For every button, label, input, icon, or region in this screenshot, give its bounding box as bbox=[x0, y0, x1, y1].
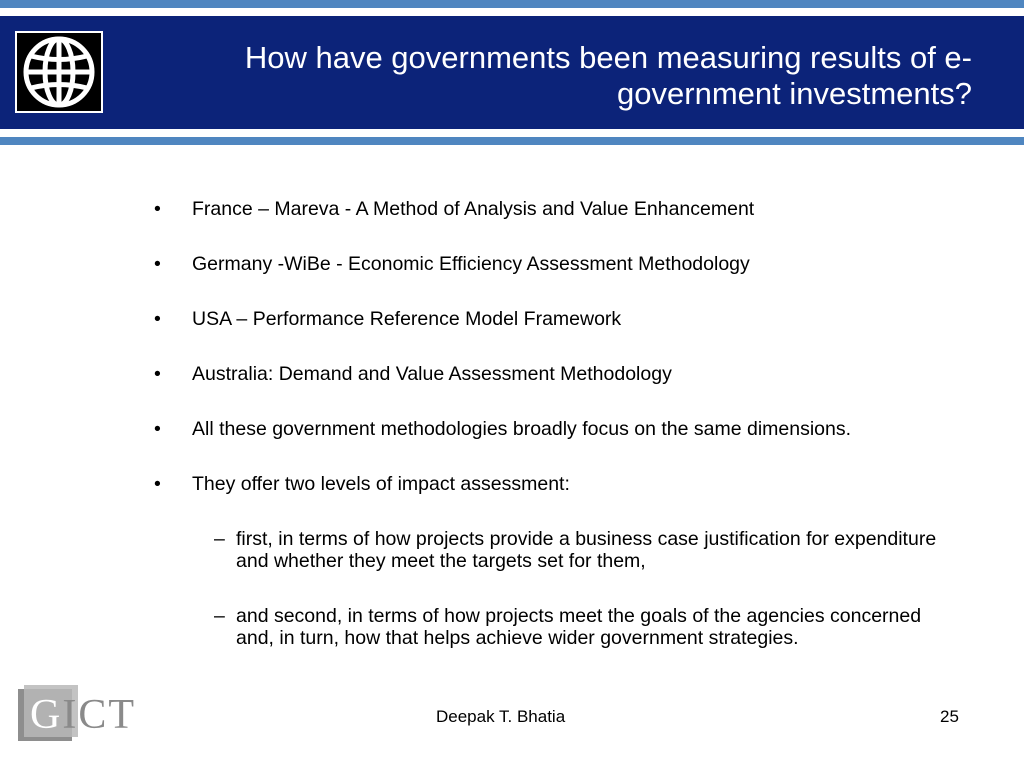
top-accent-stripe bbox=[0, 0, 1024, 8]
bullet-item bbox=[150, 308, 940, 330]
globe-icon bbox=[22, 35, 96, 109]
bullet-list bbox=[150, 198, 940, 682]
sub-bullet-item bbox=[192, 528, 940, 572]
gict-logo-text: GICT bbox=[30, 692, 136, 738]
header-accent-rule bbox=[0, 137, 1024, 145]
bullet-text: Germany -WiBe - Economic Efficiency Assessment Methodology bbox=[192, 253, 750, 275]
gict-logo bbox=[16, 683, 156, 745]
page-number: 25 bbox=[940, 707, 959, 726]
bullet-dot: • bbox=[154, 473, 161, 495]
bullet-text: USA – Performance Reference Model Framework bbox=[192, 308, 622, 330]
bullet-text: Australia: Demand and Value Assessment Methodology bbox=[192, 363, 672, 385]
sub-bullet-dash: – bbox=[214, 605, 225, 627]
bullet-item bbox=[150, 473, 940, 649]
sub-bullet-list bbox=[192, 528, 940, 649]
bullet-dot: • bbox=[154, 253, 161, 275]
sub-bullet-item bbox=[192, 605, 940, 649]
sub-bullet-text: and second, in terms of how projects meet the goals of the agencies concerned and, in turn, how that helps achieve wider government strategies. bbox=[236, 605, 922, 649]
bullet-dot: • bbox=[154, 198, 161, 220]
world-bank-logo bbox=[15, 31, 103, 113]
bullet-dot: • bbox=[154, 308, 161, 330]
bullet-text: They offer two levels of impact assessment: bbox=[192, 473, 570, 495]
bullet-item bbox=[150, 363, 940, 385]
bullet-item bbox=[150, 198, 940, 220]
bullet-item bbox=[150, 418, 940, 440]
bullet-dot: • bbox=[154, 418, 161, 440]
bullet-text: All these government methodologies broadly focus on the same dimensions. bbox=[192, 418, 852, 440]
bullet-item bbox=[150, 253, 940, 275]
slide-title: How have governments been measuring results of e-government investments? bbox=[244, 40, 972, 111]
bullet-text: France – Mareva - A Method of Analysis and Value Enhancement bbox=[192, 198, 755, 220]
footer-author: Deepak T. Bhatia bbox=[436, 707, 566, 726]
bullet-dot: • bbox=[154, 363, 161, 385]
sub-bullet-text: first, in terms of how projects provide a business case justification for expenditure and whether they meet the targets set for them, bbox=[236, 528, 937, 572]
sub-bullet-dash: – bbox=[214, 528, 225, 550]
